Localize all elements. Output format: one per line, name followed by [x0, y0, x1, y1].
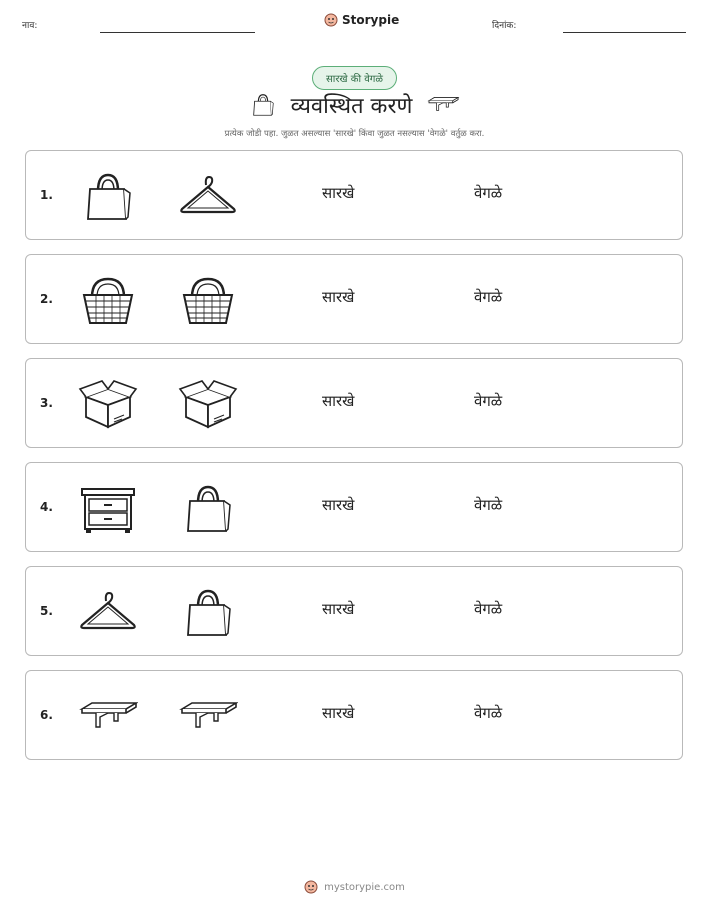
same-option[interactable]: सारखे [322, 392, 355, 410]
pair-card-3 [25, 358, 683, 448]
footer-url[interactable]: mystorypie.com [324, 881, 405, 893]
bag-icon [178, 587, 238, 639]
topic-badge: सारखे की वेगळे [312, 66, 397, 90]
bag-icon [178, 483, 238, 535]
footer [0, 880, 709, 894]
row-number: 3. [40, 396, 53, 410]
box-icon [78, 379, 138, 431]
name-line[interactable] [100, 32, 255, 33]
pair-card-1 [25, 150, 683, 240]
same-option[interactable]: सारखे [322, 496, 355, 514]
same-option[interactable]: सारखे [322, 704, 355, 722]
bag-icon [78, 171, 138, 223]
different-option[interactable]: वेगळे [474, 704, 503, 722]
page-title: व्यवस्थित करणे [290, 94, 413, 119]
hanger-icon [78, 587, 138, 639]
brand-name: Storypie [342, 13, 400, 27]
storypie-logo-icon [324, 13, 338, 27]
pair-card-6 [25, 670, 683, 760]
hanger-icon [178, 171, 238, 223]
pair-card-2 [25, 254, 683, 344]
basket-icon [178, 275, 238, 327]
name-label: नाव: [22, 21, 38, 31]
date-line[interactable] [563, 32, 686, 33]
different-option[interactable]: वेगळे [474, 600, 503, 618]
date-label: दिनांक: [492, 21, 517, 31]
row-number: 4. [40, 500, 53, 514]
storypie-logo-icon [304, 880, 318, 894]
shelf-icon [78, 691, 138, 743]
row-number: 6. [40, 708, 53, 722]
box-icon [178, 379, 238, 431]
bag-icon [249, 90, 277, 120]
pair-card-4 [25, 462, 683, 552]
different-option[interactable]: वेगळे [474, 392, 503, 410]
row-number: 5. [40, 604, 53, 618]
row-number: 1. [40, 188, 53, 202]
shelf-icon [178, 691, 238, 743]
same-option[interactable]: सारखे [322, 184, 355, 202]
pair-card-5 [25, 566, 683, 656]
shelf-icon [426, 91, 460, 119]
brand [324, 13, 399, 27]
nightstand-icon [78, 483, 138, 535]
instructions: प्रत्येक जोडी पहा. जुळत असल्यास 'सारखे' किंवा जुळत नसल्यास 'वेगळे' वर्तुळ करा. [224, 129, 485, 139]
same-option[interactable]: सारखे [322, 288, 355, 306]
basket-icon [78, 275, 138, 327]
different-option[interactable]: वेगळे [474, 288, 503, 306]
title-row [0, 90, 709, 120]
different-option[interactable]: वेगळे [474, 184, 503, 202]
same-option[interactable]: सारखे [322, 600, 355, 618]
row-number: 2. [40, 292, 53, 306]
different-option[interactable]: वेगळे [474, 496, 503, 514]
